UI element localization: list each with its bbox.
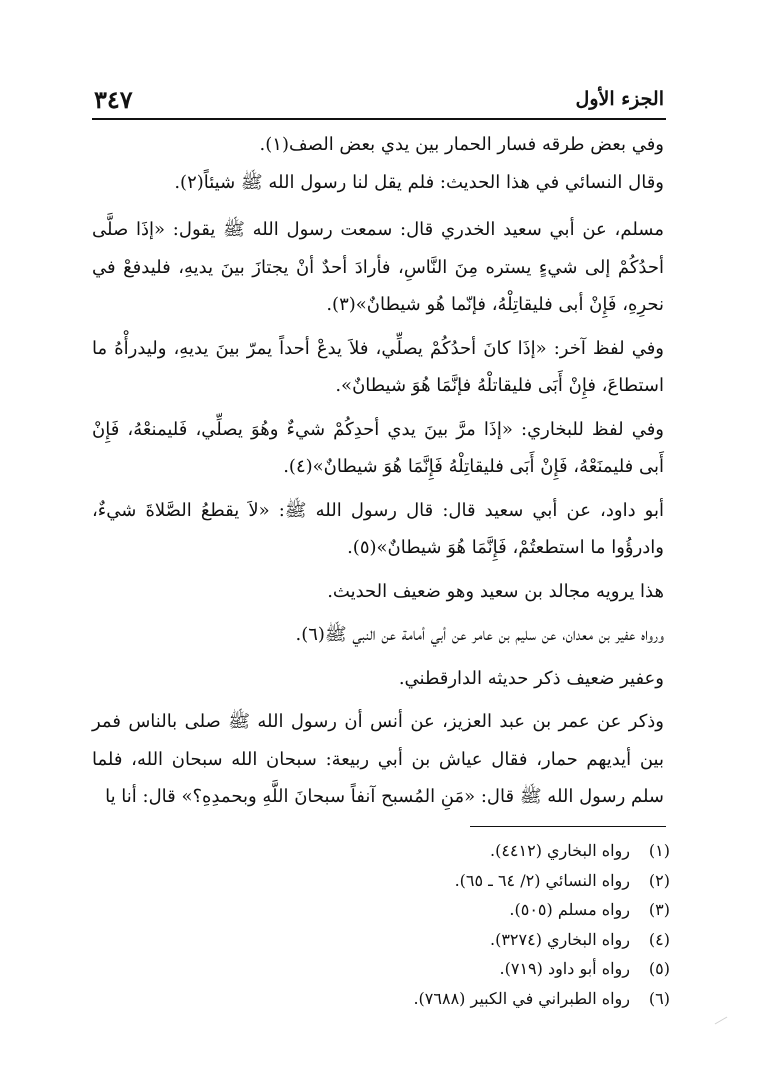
header-rule xyxy=(92,118,666,120)
footnote-3 xyxy=(92,895,670,925)
footnote-number: (٤) xyxy=(648,929,670,949)
running-title: الجزء الأول xyxy=(575,88,664,110)
paragraph-5: وفي لفظ للبخاري: «إذَا مرَّ بينَ يدي أحدِكُمْ شيءٌ وهُوَ يصلِّي، فَليمنعْهُ، فَإِنْ أَبى فليمنَعْهُ، فَإِنْ أَبَى فليقاتِلْهُ فَإِنَّمَا هُوَ شيطانٌ»(٤). xyxy=(92,418,664,477)
footnote-text: رواه أبو داود (٧١٩). xyxy=(499,959,630,978)
footnote-rule xyxy=(470,826,666,827)
footnote-number: (٦) xyxy=(648,988,670,1008)
footnotes xyxy=(92,836,670,1013)
paragraph-2: وقال النسائي في هذا الحديث: فلم يقل لنا رسول الله ﷺ شيئاً(٢). xyxy=(174,171,664,193)
paragraph-4: وفي لفظ آخر: «إذَا كانَ أحدُكُمْ يصلِّي، فلاَ يدعْ أحداً يمرّ بينَ يديهِ، وليدرأْهُ ما استطاعَ، فإِنْ أَبَى فليقاتلْهُ فإنَّمَا هُوَ شيطانٌ». xyxy=(92,337,664,396)
footnote-text: رواه الطبراني في الكبير (٧٦٨٨). xyxy=(413,988,630,1008)
paragraph-3: مسلم، عن أبي سعيد الخدري قال: سمعت رسول الله ﷺ يقول: «إذَا صلَّى أحدُكُمْ إلى شيءٍ يستره مِنَ النَّاسِ، فأرادَ أحدٌ أنْ يجتازَ بينَ يديهِ، فليدفعْ في نحرِهِ، فَإِنْ أبى فليقاتِلْهُ، فإنّما هُو شيطانٌ»(٣). xyxy=(92,219,664,315)
footnote-5 xyxy=(92,954,670,984)
paragraph-6: أبو داود، عن أبي سعيد قال: قال رسول الله ﷺ: «لاَ يقطعُ الصَّلاةَ شيءٌ، وادرؤُوا ما استطعتُمْ، فَإِنَّمَا هُوَ شيطانٌ»(٥). xyxy=(92,499,664,558)
footnote-text: رواه البخاري (٤٤١٢). xyxy=(490,841,630,860)
footnote-number: (٢) xyxy=(648,870,670,890)
footnote-number: (١) xyxy=(648,841,670,860)
footnote-4 xyxy=(92,925,670,955)
paragraph-9: وعفير ضعيف ذكر حديثه الدارقطني. xyxy=(398,667,664,689)
footnote-number: (٣) xyxy=(648,900,670,919)
footnote-text: رواه النسائي (٢/ ٦٤ ـ ٦٥). xyxy=(454,870,630,890)
footnote-text: رواه البخاري (٣٢٧٤). xyxy=(490,929,630,949)
paragraph-7: هذا يرويه مجالد بن سعيد وهو ضعيف الحديث. xyxy=(327,580,664,602)
footnote-6 xyxy=(92,984,670,1014)
paragraph-8: ورواه عفير بن معدان، عن سليم بن عامر عن أبي أمامة عن النبي ﷺ(٦). xyxy=(295,624,664,645)
footnote-text: رواه مسلم (٥٠٥). xyxy=(509,900,630,919)
scan-speck xyxy=(715,1017,728,1025)
paragraph-10: وذكر عن عمر بن عبد العزيز، عن أنس أن رسول الله ﷺ صلى بالناس فمر بين أيديهم حمار، فقال عياش بن أبي ربيعة: سبحان الله سبحان الله، فلما سلم رسول الله ﷺ قال: «مَنِ المُسبح آنفاً سبحانَ اللَّهِ وبحمدِهِ؟» قال: أنا يا xyxy=(92,711,664,807)
footnote-number: (٥) xyxy=(648,959,670,978)
main-text xyxy=(92,126,664,822)
footnote-1 xyxy=(92,836,670,866)
paragraph-1: وفي بعض طرقه فسار الحمار بين يدي بعض الصف(١). xyxy=(259,134,664,155)
page-number: ٣٤٧ xyxy=(94,84,133,114)
page-header xyxy=(94,82,664,116)
footnote-2 xyxy=(92,866,670,896)
